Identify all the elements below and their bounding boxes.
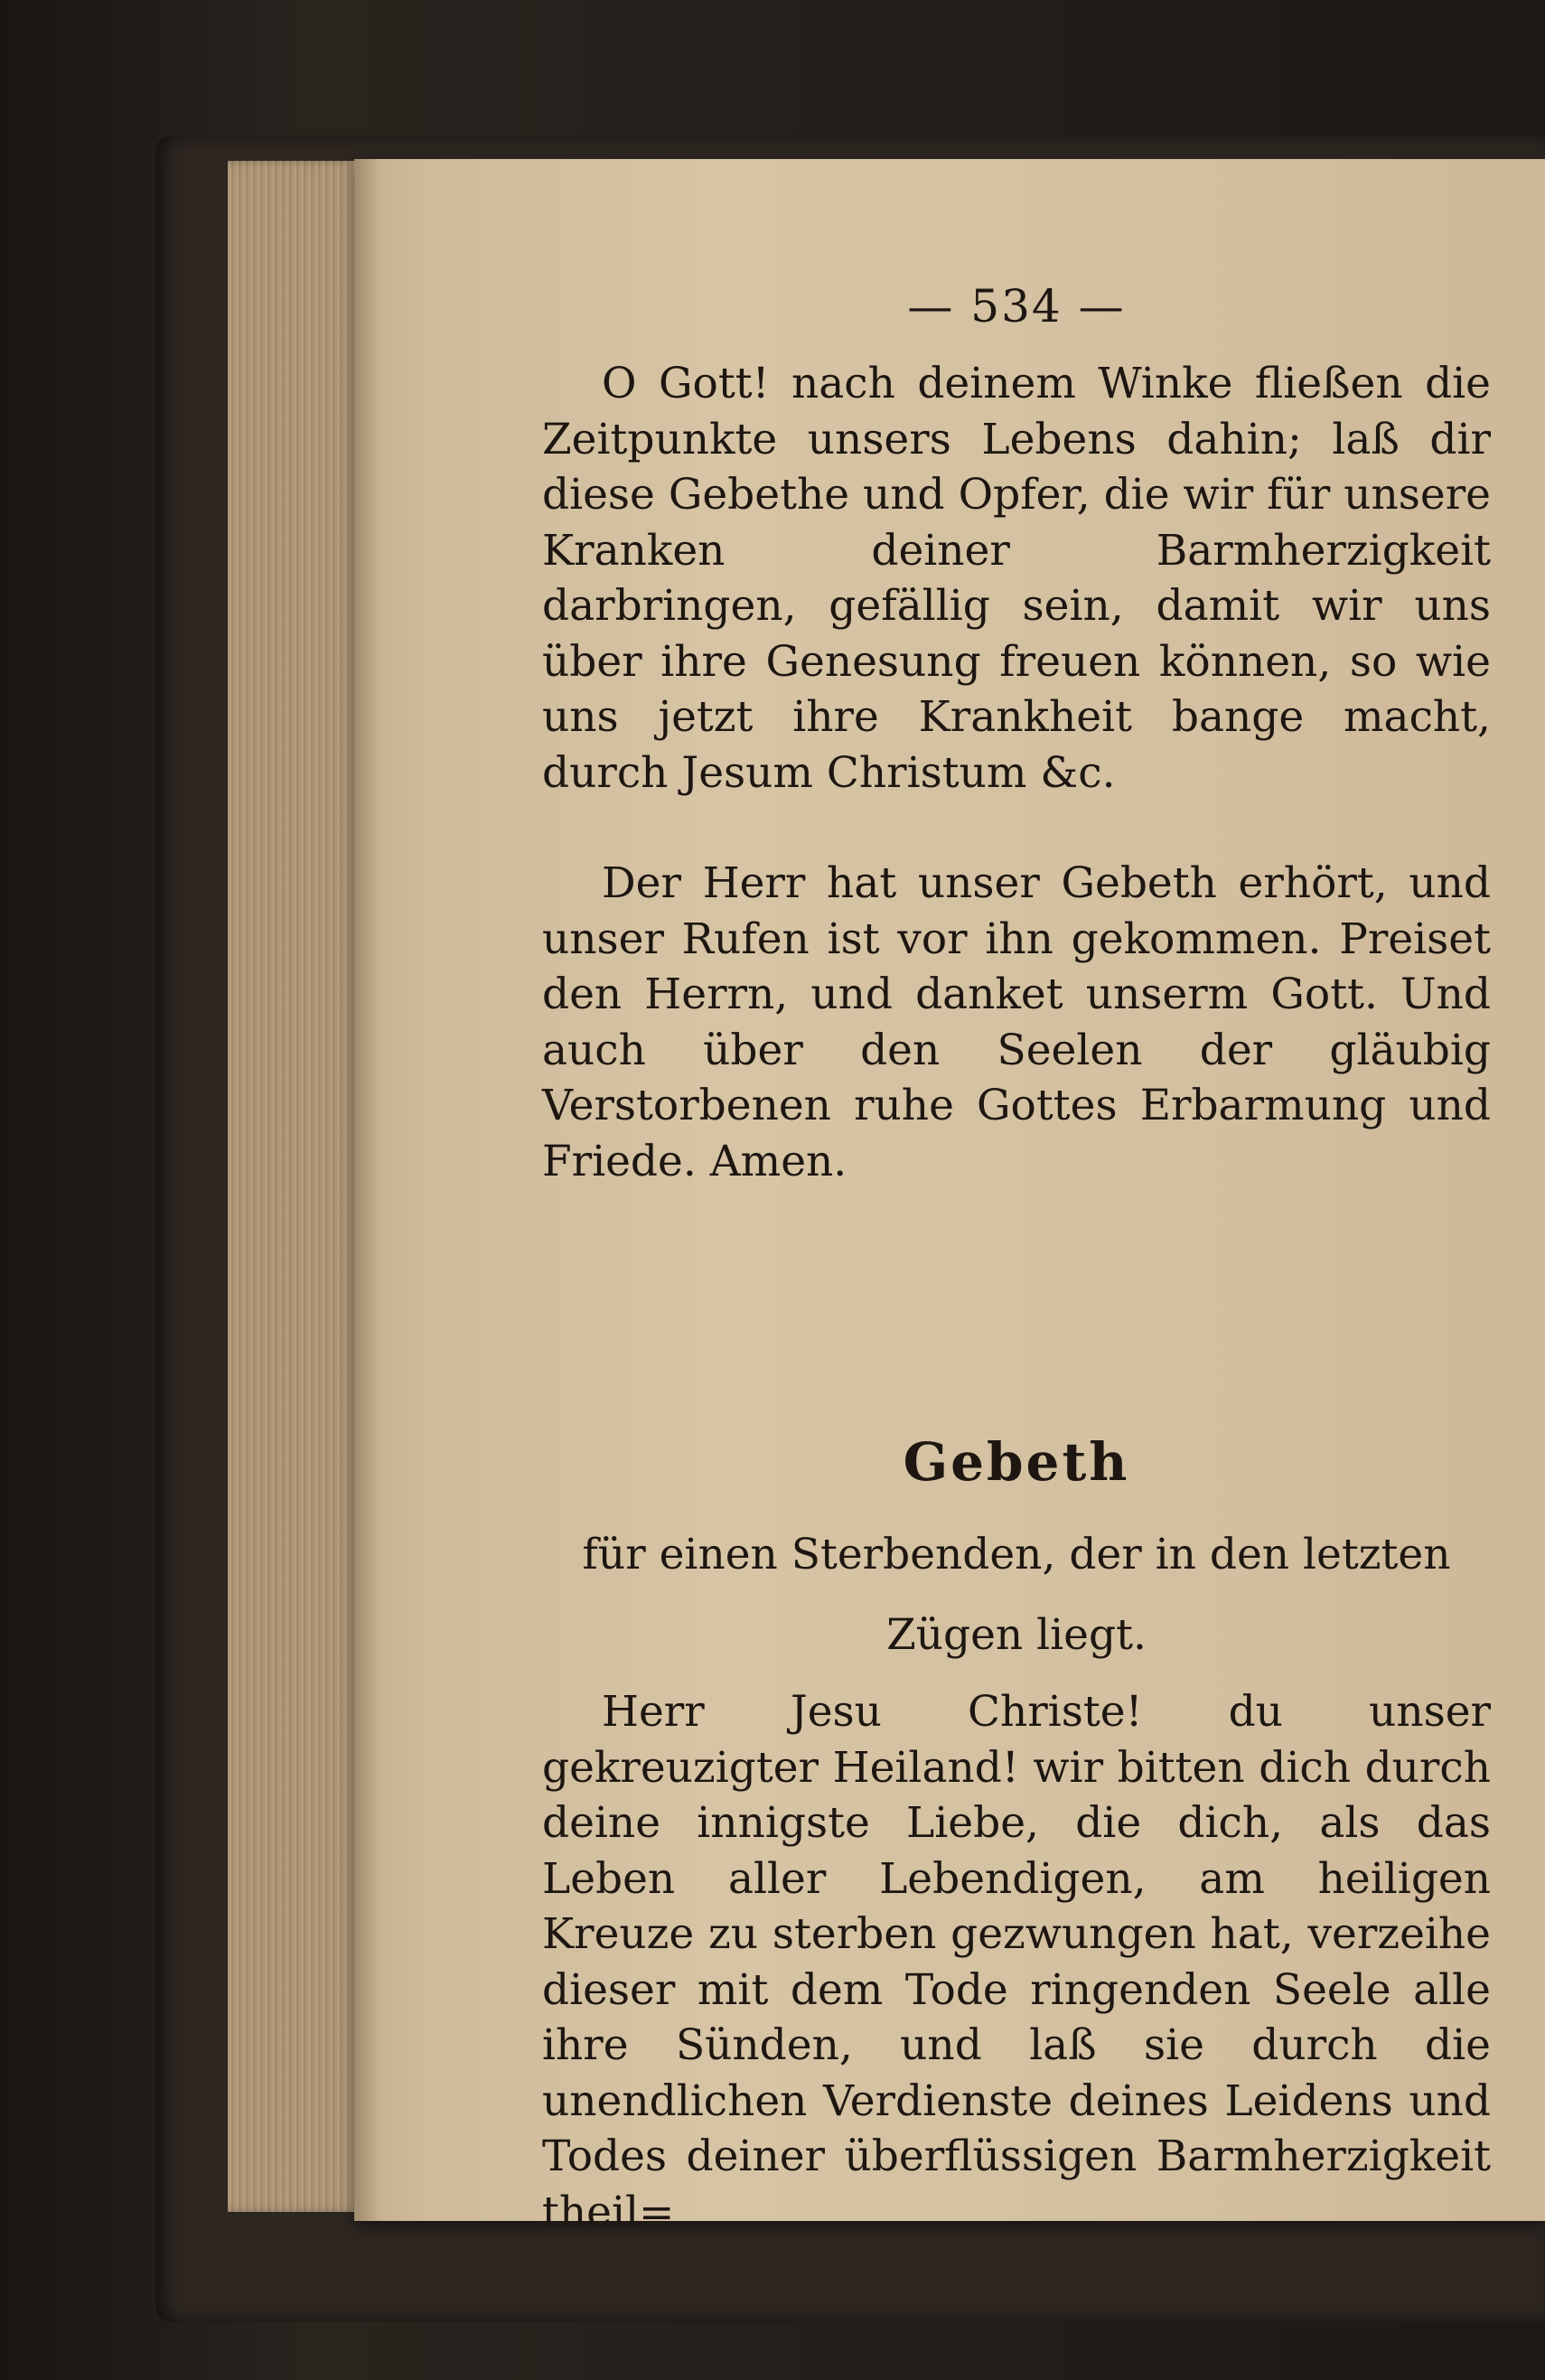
page-gutter-shadow	[354, 159, 379, 2221]
page-number: — 534 —	[907, 280, 1126, 333]
section-body-paragraph: Herr Jesu Christe! du unser gekreuzigter Heiland! wir bitten dich durch deine innigste Liebe, die dich, als das Leben aller Lebendigen, am heiligen Kreuze zu sterben gezwungen hat, verzeihe dieser mit dem Tode ringenden Seele alle ihre Sünden, und laß sie durch die unendlichen Verdienste deines Leidens und Todes deiner überflüssigen Barmherzigkeit theil=	[542, 1687, 1491, 2237]
section-subtitle: für einen Sterbenden, der in den letzten Zügen liegt.	[582, 1530, 1451, 1660]
page-edges	[228, 161, 363, 2212]
page-text-block	[542, 280, 1491, 2240]
prayer-paragraph-1: O Gott! nach deinem Winke fließen die Zeitpunkte unsers Lebens dahin; laß dir diese Gebethe und Opfer, die wir für unsere Kranken deiner Barmherzigkeit darbringen, gefällig sein, damit wir uns über ihre Genesung freuen können, so wie uns jetzt ihre Krankheit bange macht, durch Jesum Christum &c.	[542, 359, 1491, 798]
section-title: Gebeth	[903, 1431, 1130, 1493]
prayer-paragraph-2: Der Herr hat unser Gebeth erhört, und unser Rufen ist vor ihn gekommen. Preiset den Herrn, und danket unserm Gott. Und auch über den Seelen der gläubig Verstorbenen ruhe Gottes Erbarmung und Friede. Amen.	[542, 858, 1491, 1186]
